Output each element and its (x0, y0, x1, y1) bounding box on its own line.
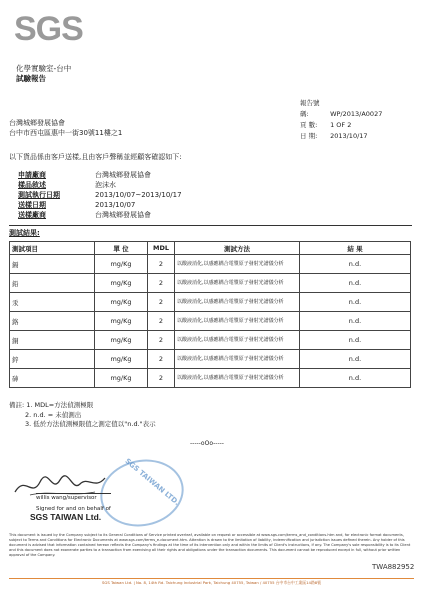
stamp-text: SGS TAIWAN LTD. (123, 457, 181, 507)
info-row (18, 180, 182, 190)
lab-header (16, 64, 71, 84)
company-name: SGS TAIWAN Ltd. (30, 512, 102, 522)
table-row (10, 274, 411, 293)
signature-caption (36, 493, 111, 513)
cell-result: n.d. (300, 350, 411, 369)
col-header-result: 結 果 (300, 242, 411, 255)
cell-result: n.d. (300, 274, 411, 293)
cell-method: 以酸液消化,以感應耦合電漿原子發射光譜儀分析 (175, 293, 300, 312)
col-header-mdl: MDL (148, 242, 175, 255)
cell-result: n.d. (300, 255, 411, 274)
fine-print: This document is issued by the Company subject to its General Conditions of Service printed overleaf, available on request or accessible at www.sgs.com/terms_and_conditions.htm and, for electronic format documents, subject to Terms and Conditions for Electronic Documents at www.sgs.com/terms_e-document.htm. Attention is drawn to the limitation of liability, indemnification and jurisdiction issues defined therein. Any holder of this document is advised that information contained hereon reflects the Company's findings at the time of its intervention only and within the limits of Client's instructions, if any. The Company's sole responsibility is to its Client and this document does not exonerate parties to a transaction from exercising all their rights and obligations under the transaction documents. This document cannot be reproduced except in full, without prior written approval of the Company. (9, 533, 411, 557)
info-label: 樣品敘述 (18, 181, 46, 189)
client-block (9, 118, 122, 138)
client-address: 台中市西屯區惠中一街30號11樓之1 (9, 129, 123, 137)
info-label: 測試執行日期 (18, 191, 60, 199)
info-value: 台灣城鄉發展協會 (95, 211, 151, 219)
info-label: 送樣廠商 (18, 211, 46, 219)
signed-on-behalf: Signed for and on behalf of (36, 506, 111, 512)
table-row (10, 293, 411, 312)
table-row (10, 255, 411, 274)
divider (9, 225, 412, 226)
lab-name: 化學實驗室-台中 (16, 64, 72, 73)
results-table (9, 241, 411, 388)
cell-item: 汞 (10, 293, 95, 312)
cell-method: 以酸液消化,以感應耦合電漿原子發射光譜儀分析 (175, 350, 300, 369)
cell-mdl: 2 (148, 274, 175, 293)
col-header-method: 測試方法 (175, 242, 300, 255)
cell-item: 鎘 (10, 255, 95, 274)
cell-method: 以酸液消化,以感應耦合電漿原子發射光譜儀分析 (175, 274, 300, 293)
cell-item: 鉻 (10, 312, 95, 331)
note-line: 備註: 1. MDL=方法偵測極限 (9, 401, 94, 409)
cell-unit: mg/Kg (95, 312, 148, 331)
cell-method: 以酸液消化,以感應耦合電漿原子發射光譜儀分析 (175, 331, 300, 350)
cell-result: n.d. (300, 369, 411, 388)
info-label: 送樣日期 (18, 201, 46, 209)
info-value: 泡沫水 (95, 181, 116, 189)
cell-unit: mg/Kg (95, 274, 148, 293)
report-date: 2013/10/17 (330, 132, 368, 140)
info-value: 2013/10/07~2013/10/17 (95, 191, 182, 199)
info-value: 2013/10/07 (95, 201, 136, 209)
results-heading: 測試結果: (9, 229, 40, 237)
info-row (18, 170, 182, 180)
cell-mdl: 2 (148, 312, 175, 331)
cell-unit: mg/Kg (95, 255, 148, 274)
intro-text: 以下貨品係由客戶送樣,且由客戶聲稱並經顧客確認如下: (9, 153, 182, 161)
cell-mdl: 2 (148, 293, 175, 312)
report-meta (300, 98, 382, 142)
info-value: 台灣城鄉發展協會 (95, 171, 151, 179)
table-row (10, 369, 411, 388)
cell-result: n.d. (300, 331, 411, 350)
report-no-label: 報告號碼: (300, 99, 320, 118)
signer: willis wang/supervisor (36, 493, 111, 502)
notes (9, 401, 156, 430)
note-line: 2. n.d. = 未偵測出 (25, 410, 82, 419)
cell-result: n.d. (300, 312, 411, 331)
cell-method: 以酸液消化,以感應耦合電漿原子發射光譜儀分析 (175, 255, 300, 274)
table-header-row (10, 242, 411, 255)
note-line: 3. 低於方法偵測極限值之測定值以"n.d."表示 (25, 420, 156, 428)
cell-unit: mg/Kg (95, 293, 148, 312)
cell-result: n.d. (300, 293, 411, 312)
table-row (10, 331, 411, 350)
date-label: 日 期: (300, 132, 318, 140)
footer-address: SGS Taiwan Ltd. | No. 8, 14th Rd. Taichung Industrial Park, Taichung 40755, Taiwan / 40755 台中市台中工業區14路8號 (9, 578, 414, 586)
sample-info (18, 170, 182, 220)
client-name: 台灣城鄉發展協會 (9, 119, 65, 127)
serial-number: TWA882952 (372, 563, 415, 571)
col-header-unit: 單 位 (95, 242, 148, 255)
info-row (18, 200, 182, 210)
col-header-item: 測試項目 (10, 242, 95, 255)
cell-item: 鋅 (10, 350, 95, 369)
report-no: WP/2013/A0027 (330, 110, 383, 118)
info-row (18, 210, 182, 220)
cell-method: 以酸液消化,以感應耦合電漿原子發射光譜儀分析 (175, 369, 300, 388)
info-row (18, 190, 182, 200)
sgs-logo: SGS (14, 10, 83, 48)
cell-item: 砷 (10, 369, 95, 388)
document-type: 試驗報告 (16, 74, 46, 83)
cell-unit: mg/Kg (95, 350, 148, 369)
cell-unit: mg/Kg (95, 369, 148, 388)
cell-mdl: 2 (148, 331, 175, 350)
cell-unit: mg/Kg (95, 331, 148, 350)
cell-mdl: 2 (148, 350, 175, 369)
cell-mdl: 2 (148, 255, 175, 274)
table-row (10, 312, 411, 331)
info-label: 申請廠商 (18, 171, 46, 179)
page-label: 頁 數: (300, 121, 318, 129)
cell-mdl: 2 (148, 369, 175, 388)
page-count: 1 OF 2 (330, 121, 352, 129)
cell-method: 以酸液消化,以感應耦合電漿原子發射光譜儀分析 (175, 312, 300, 331)
cell-item: 鉛 (10, 274, 95, 293)
cell-item: 銅 (10, 331, 95, 350)
table-row (10, 350, 411, 369)
end-mark: -----oOo----- (190, 440, 224, 447)
